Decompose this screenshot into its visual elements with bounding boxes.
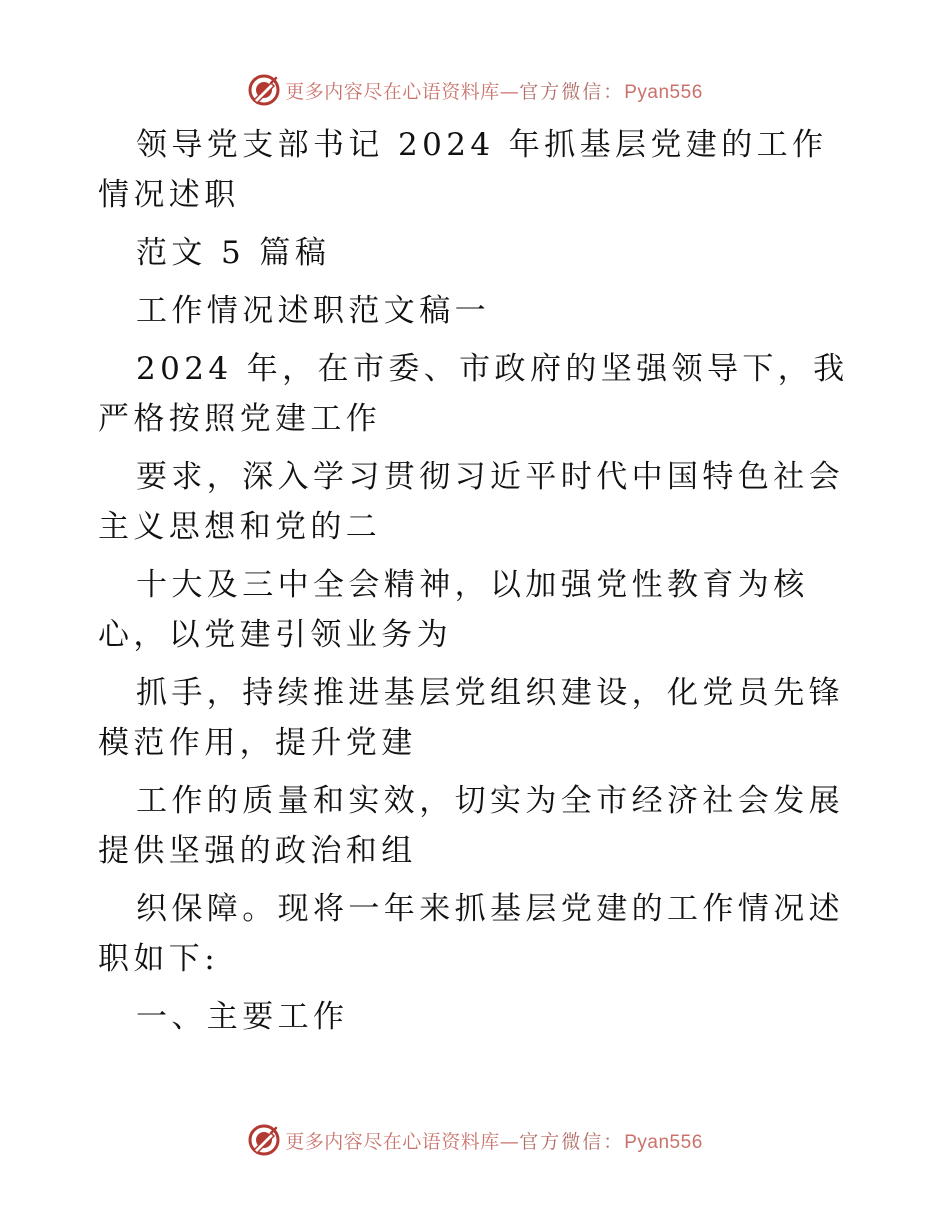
watermark-footer [0, 1120, 950, 1160]
subheading: 一、主要工作 [136, 999, 349, 1035]
watermark-wechat-id: Pyan556 [624, 1131, 703, 1153]
watermark-dash: — [499, 80, 520, 103]
paragraph: 要求，深入学习贯彻习近平时代中国特色社会主义思想和党的二 [98, 459, 844, 545]
paragraph: 工作的质量和实效，切实为全市经济社会发展提供坚强的政治和组 [98, 783, 844, 869]
watermark-wechat-label: 官方微信： [519, 1130, 625, 1153]
pen-logo-icon [247, 73, 281, 107]
document-body [98, 120, 858, 1050]
watermark-dash: — [499, 1130, 520, 1153]
document-title: 领导党支部书记 2024 年抓基层党建的工作情况述职 [98, 127, 828, 213]
watermark-wechat-id: Pyan556 [624, 81, 703, 103]
document-subtitle: 范文 5 篇稿 [136, 235, 331, 271]
paragraph: 2024 年，在市委、市政府的坚强领导下，我严格按照党建工作 [98, 351, 849, 437]
paragraph: 抓手，持续推进基层党组织建设，化党员先锋模范作用，提升党建 [98, 675, 844, 761]
watermark-header [0, 70, 950, 110]
pen-logo-icon [247, 1123, 281, 1157]
watermark-text [285, 77, 703, 104]
watermark-text [285, 1127, 703, 1154]
watermark-site: 更多内容尽在心语资料库 [285, 80, 500, 103]
paragraph: 十大及三中全会精神，以加强党性教育为核心，以党建引领业务为 [98, 567, 809, 653]
paragraph: 织保障。现将一年来抓基层党建的工作情况述职如下: [98, 891, 844, 977]
watermark-site: 更多内容尽在心语资料库 [285, 1130, 500, 1153]
watermark-wechat-label: 官方微信： [519, 80, 625, 103]
section-heading: 工作情况述职范文稿一 [136, 293, 490, 329]
